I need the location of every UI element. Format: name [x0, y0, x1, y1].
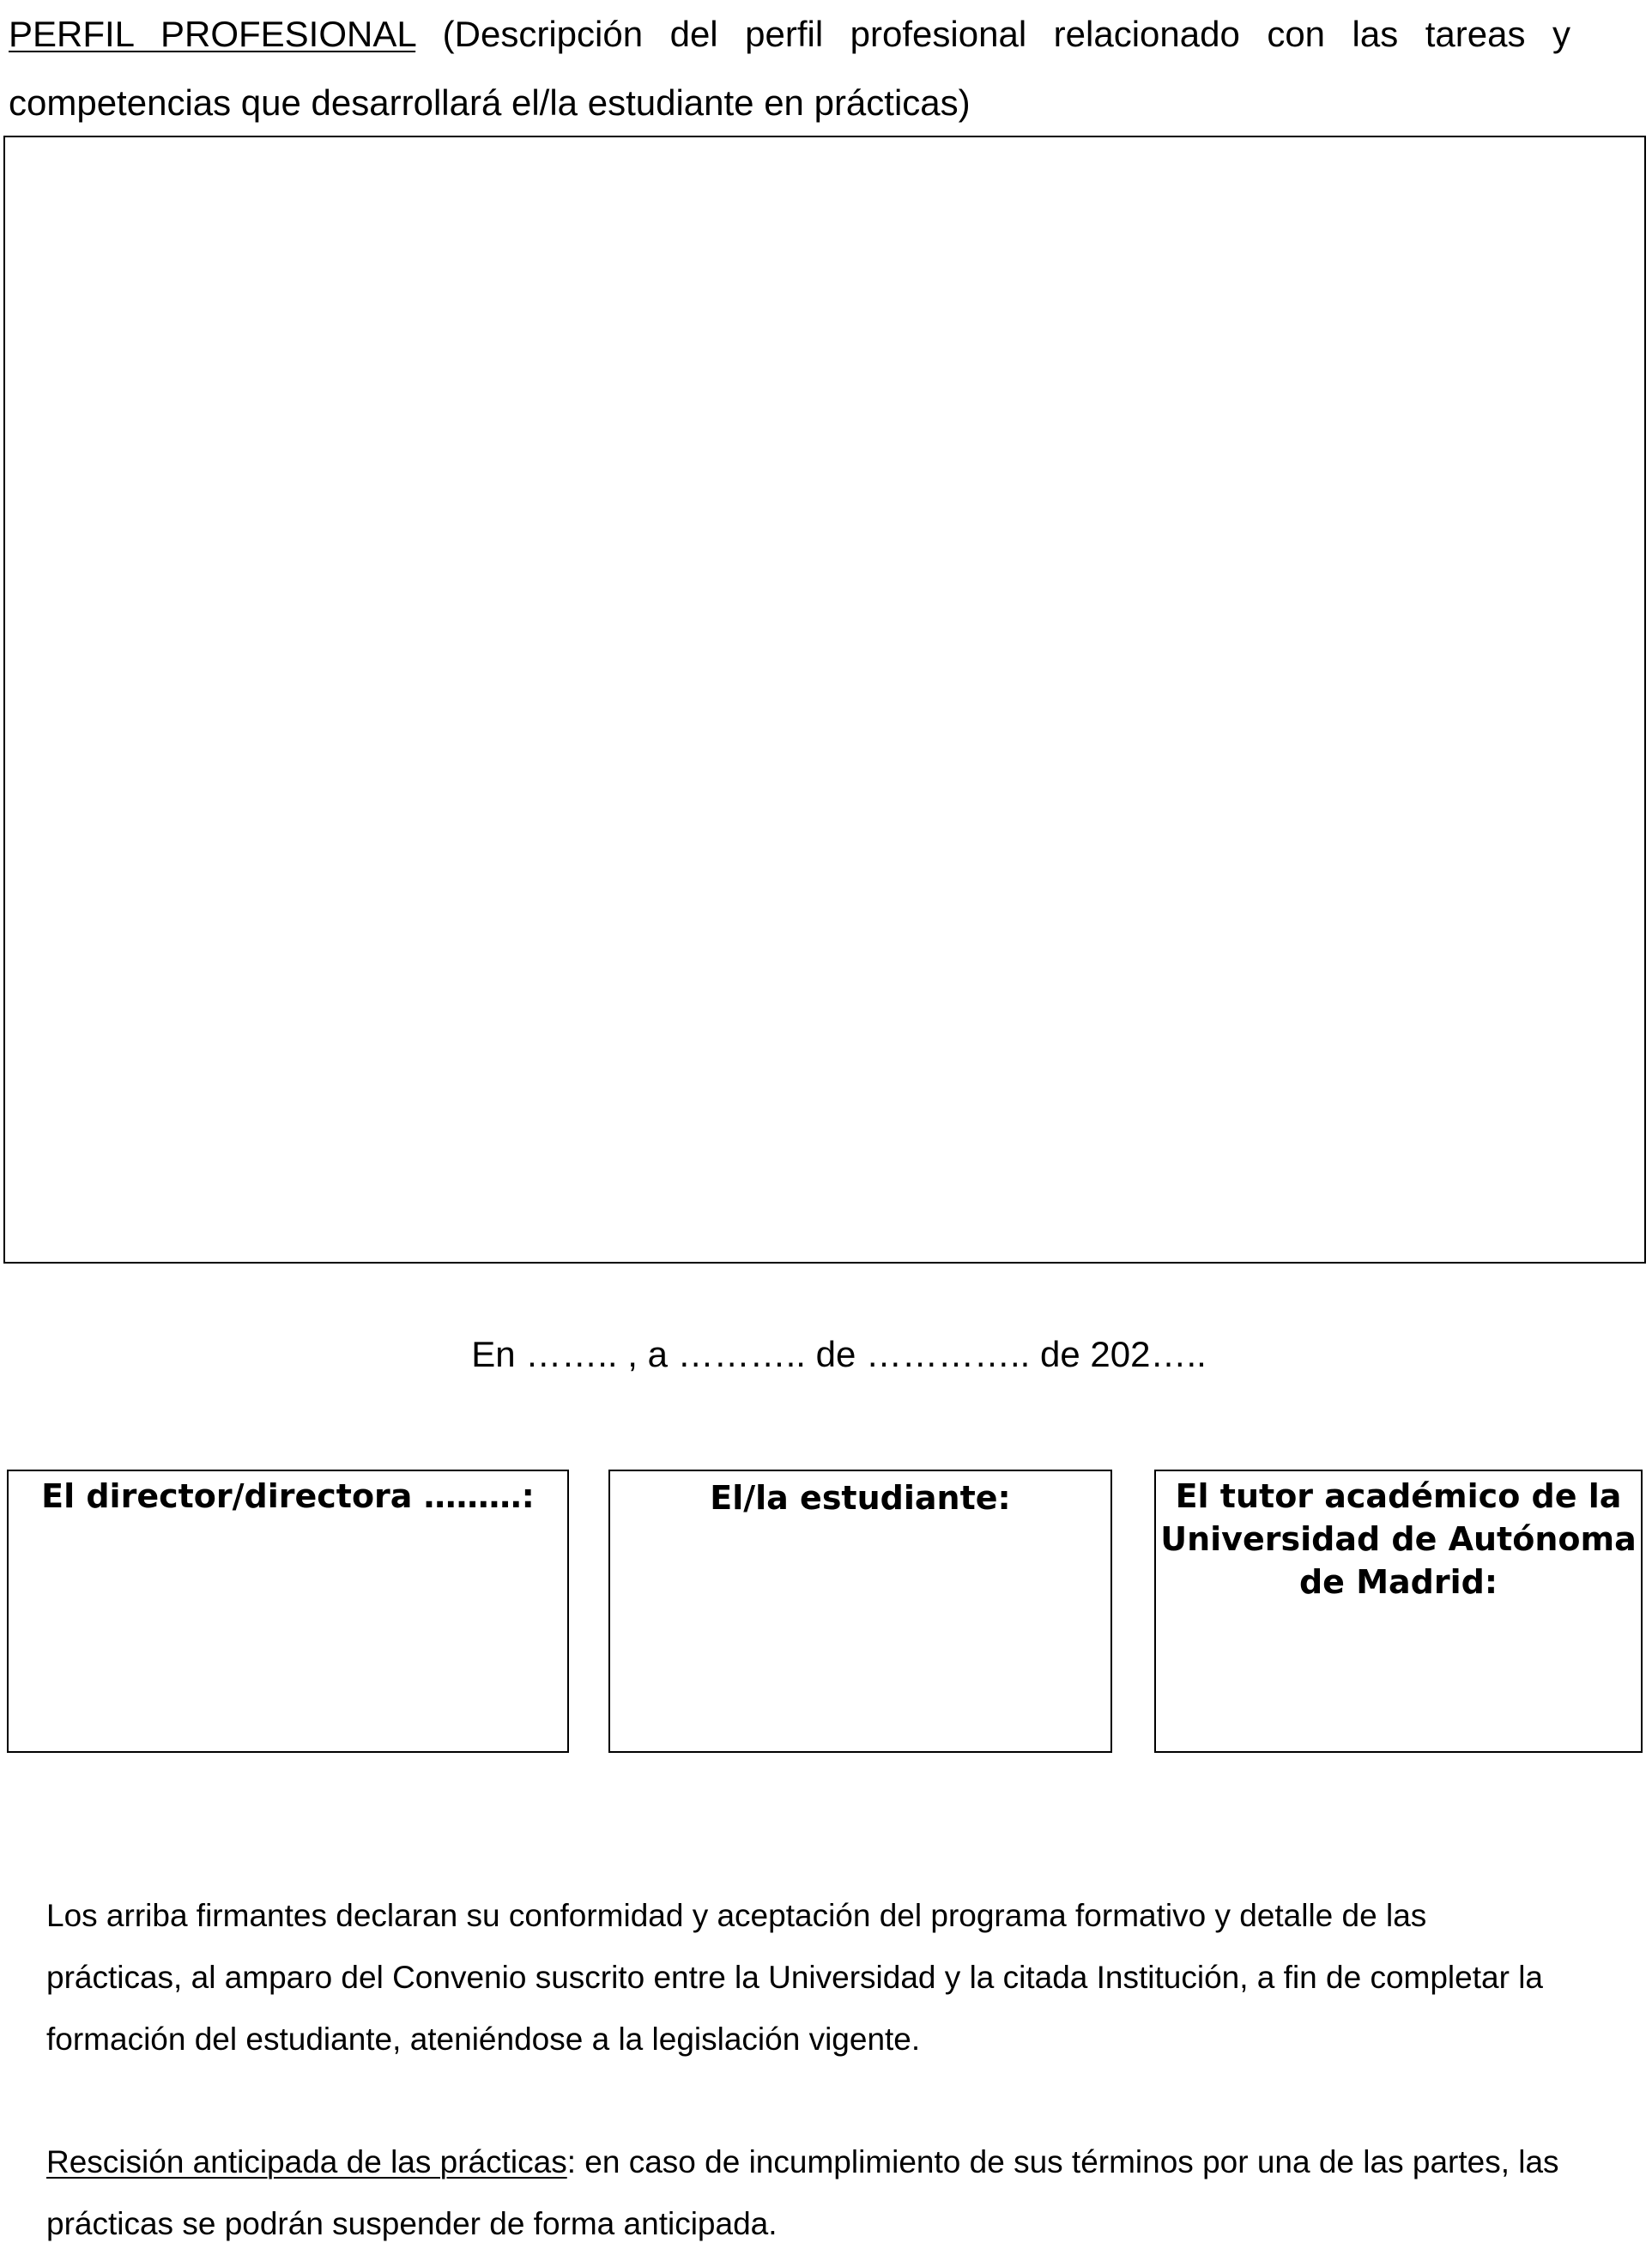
student-signature-label: El/la estudiante: [710, 1479, 1011, 1517]
date-place-line: En …….. , a ……….. de ………….. de 202….. [471, 1334, 1207, 1374]
student-signature-box[interactable] [608, 1470, 1112, 1753]
rescission-text: : en caso de incumplimiento de sus términos por una de las partes, las prácticas se podrán suspender de forma anticipada. [46, 2144, 1559, 2241]
section-title: PERFIL PROFESIONAL [9, 14, 416, 54]
rescission-paragraph [46, 2131, 1565, 2255]
declaration-paragraph: Los arriba firmantes declaran su conformidad y aceptación del programa formativo y detalle de las prácticas, al amparo del Convenio suscrito entre la Universidad y la citada Institución, a fin de completar la formación del estudiante, ateniéndose a la legislación vigente. [46, 1898, 1543, 2057]
director-signature-label: El director/directora ………: [41, 1477, 535, 1515]
director-signature-box[interactable] [7, 1470, 569, 1753]
tutor-signature-label: El tutor académico de la Universidad de Autónoma de Madrid: [1160, 1477, 1637, 1601]
section-heading [9, 0, 1570, 137]
section-description: (Descripción del perfil profesional relacionado con las tareas y competencias que desarrollará el/la estudiante en prácticas) [9, 14, 1570, 123]
rescission-heading: Rescisión anticipada de las prácticas [46, 2144, 567, 2179]
professional-profile-box[interactable] [3, 136, 1646, 1264]
tutor-signature-box[interactable] [1154, 1470, 1643, 1753]
